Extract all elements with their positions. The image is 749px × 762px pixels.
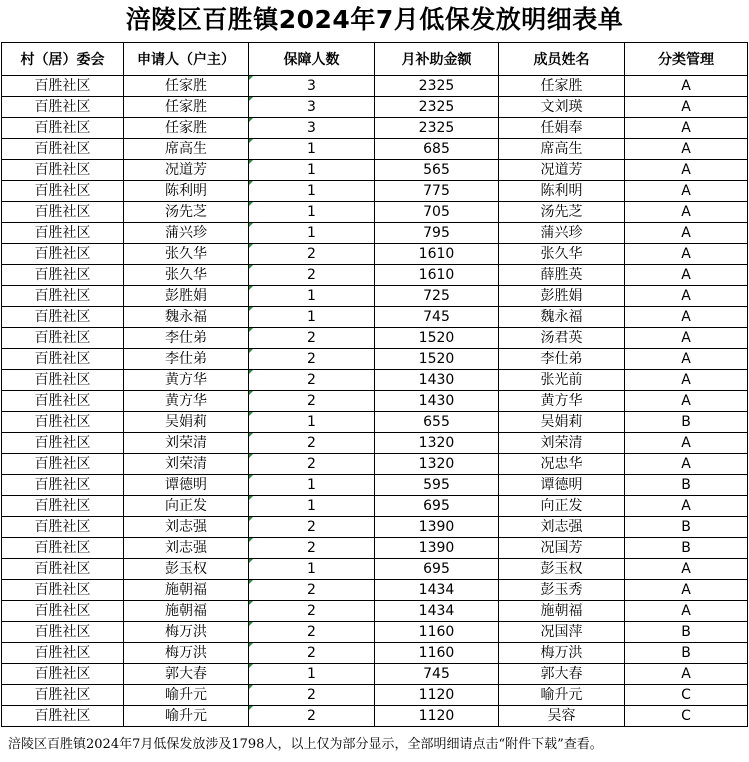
applicant-cell: 况道芳 xyxy=(124,160,249,181)
applicant-cell: 李仕弟 xyxy=(124,328,249,349)
amount-cell: 1520 xyxy=(375,349,499,370)
applicant-cell: 蒲兴珍 xyxy=(124,223,249,244)
persons-cell: 2 xyxy=(249,391,375,412)
category-cell: A xyxy=(625,118,748,139)
category-cell: B xyxy=(625,643,748,664)
persons-cell: 2 xyxy=(249,685,375,706)
table-row xyxy=(2,370,748,391)
amount-cell: 695 xyxy=(375,559,499,580)
committee-cell: 百胜社区 xyxy=(2,349,124,370)
member-name-cell: 郭大春 xyxy=(499,664,625,685)
table-row xyxy=(2,181,748,202)
amount-cell: 1160 xyxy=(375,643,499,664)
applicant-cell: 郭大春 xyxy=(124,664,249,685)
amount-cell: 1610 xyxy=(375,244,499,265)
amount-cell: 595 xyxy=(375,475,499,496)
amount-cell: 2325 xyxy=(375,118,499,139)
footnote: 涪陵区百胜镇2024年7月低保发放涉及1798人，以上仅为部分显示，全部明细请点击“附件下载”查看。 xyxy=(8,737,603,752)
persons-cell: 2 xyxy=(249,538,375,559)
table-row xyxy=(2,496,748,517)
column-header-member-name: 成员姓名 xyxy=(499,43,625,76)
member-name-cell: 梅万洪 xyxy=(499,643,625,664)
category-cell: A xyxy=(625,181,748,202)
category-cell: A xyxy=(625,454,748,475)
table-row xyxy=(2,559,748,580)
member-name-cell: 黄方华 xyxy=(499,391,625,412)
amount-cell: 1430 xyxy=(375,370,499,391)
amount-cell: 1434 xyxy=(375,601,499,622)
amount-cell: 1120 xyxy=(375,685,499,706)
committee-cell: 百胜社区 xyxy=(2,454,124,475)
persons-cell: 2 xyxy=(249,601,375,622)
table-row xyxy=(2,97,748,118)
amount-cell: 1390 xyxy=(375,538,499,559)
applicant-cell: 梅万洪 xyxy=(124,622,249,643)
amount-cell: 1320 xyxy=(375,454,499,475)
table-row xyxy=(2,580,748,601)
applicant-cell: 任家胜 xyxy=(124,118,249,139)
persons-cell: 1 xyxy=(249,559,375,580)
column-header-monthly-amount: 月补助金额 xyxy=(375,43,499,76)
persons-cell: 2 xyxy=(249,349,375,370)
persons-cell: 2 xyxy=(249,622,375,643)
applicant-cell: 刘志强 xyxy=(124,517,249,538)
applicant-cell: 李仕弟 xyxy=(124,349,249,370)
category-cell: A xyxy=(625,559,748,580)
member-name-cell: 汤先芝 xyxy=(499,202,625,223)
applicant-cell: 彭玉权 xyxy=(124,559,249,580)
category-cell: A xyxy=(625,433,748,454)
amount-cell: 655 xyxy=(375,412,499,433)
category-cell: A xyxy=(625,139,748,160)
table-row xyxy=(2,538,748,559)
applicant-cell: 席高生 xyxy=(124,139,249,160)
committee-cell: 百胜社区 xyxy=(2,475,124,496)
member-name-cell: 喻升元 xyxy=(499,685,625,706)
persons-cell: 2 xyxy=(249,706,375,727)
member-name-cell: 彭玉秀 xyxy=(499,580,625,601)
committee-cell: 百胜社区 xyxy=(2,118,124,139)
persons-cell: 1 xyxy=(249,307,375,328)
table-row xyxy=(2,118,748,139)
category-cell: A xyxy=(625,370,748,391)
table-row xyxy=(2,265,748,286)
amount-cell: 1120 xyxy=(375,706,499,727)
persons-cell: 1 xyxy=(249,139,375,160)
applicant-cell: 喻升元 xyxy=(124,706,249,727)
member-name-cell: 彭胜娟 xyxy=(499,286,625,307)
member-name-cell: 陈利明 xyxy=(499,181,625,202)
persons-cell: 2 xyxy=(249,454,375,475)
category-cell: A xyxy=(625,244,748,265)
applicant-cell: 谭德明 xyxy=(124,475,249,496)
table-row xyxy=(2,328,748,349)
table-row xyxy=(2,160,748,181)
column-header-category: 分类管理 xyxy=(625,43,748,76)
persons-cell: 3 xyxy=(249,118,375,139)
persons-cell: 2 xyxy=(249,580,375,601)
applicant-cell: 陈利明 xyxy=(124,181,249,202)
table-header-row xyxy=(2,43,748,76)
column-header-committee: 村（居）委会 xyxy=(2,43,124,76)
persons-cell: 1 xyxy=(249,160,375,181)
amount-cell: 745 xyxy=(375,664,499,685)
amount-cell: 775 xyxy=(375,181,499,202)
table-row xyxy=(2,349,748,370)
category-cell: B xyxy=(625,412,748,433)
member-name-cell: 薛胜英 xyxy=(499,265,625,286)
category-cell: B xyxy=(625,622,748,643)
category-cell: A xyxy=(625,202,748,223)
table-row xyxy=(2,454,748,475)
table-row xyxy=(2,307,748,328)
table-row xyxy=(2,139,748,160)
applicant-cell: 刘荣清 xyxy=(124,433,249,454)
committee-cell: 百胜社区 xyxy=(2,538,124,559)
committee-cell: 百胜社区 xyxy=(2,244,124,265)
committee-cell: 百胜社区 xyxy=(2,706,124,727)
member-name-cell: 况忠华 xyxy=(499,454,625,475)
amount-cell: 2325 xyxy=(375,97,499,118)
committee-cell: 百胜社区 xyxy=(2,580,124,601)
amount-cell: 1434 xyxy=(375,580,499,601)
member-name-cell: 况国萍 xyxy=(499,622,625,643)
table-row xyxy=(2,643,748,664)
page-title: 涪陵区百胜镇2024年7月低保发放明细表单 xyxy=(125,5,624,34)
committee-cell: 百胜社区 xyxy=(2,97,124,118)
category-cell: A xyxy=(625,664,748,685)
committee-cell: 百胜社区 xyxy=(2,391,124,412)
member-name-cell: 席高生 xyxy=(499,139,625,160)
member-name-cell: 李仕弟 xyxy=(499,349,625,370)
table-row xyxy=(2,412,748,433)
category-cell: A xyxy=(625,160,748,181)
member-name-cell: 吴娟莉 xyxy=(499,412,625,433)
committee-cell: 百胜社区 xyxy=(2,139,124,160)
committee-cell: 百胜社区 xyxy=(2,160,124,181)
committee-cell: 百胜社区 xyxy=(2,223,124,244)
amount-cell: 565 xyxy=(375,160,499,181)
applicant-cell: 向正发 xyxy=(124,496,249,517)
category-cell: A xyxy=(625,97,748,118)
persons-cell: 2 xyxy=(249,244,375,265)
member-name-cell: 任家胜 xyxy=(499,76,625,97)
allowance-table xyxy=(1,42,748,727)
category-cell: A xyxy=(625,349,748,370)
amount-cell: 685 xyxy=(375,139,499,160)
category-cell: A xyxy=(625,265,748,286)
committee-cell: 百胜社区 xyxy=(2,517,124,538)
applicant-cell: 吴娟莉 xyxy=(124,412,249,433)
table-row xyxy=(2,223,748,244)
table-row xyxy=(2,202,748,223)
table-row xyxy=(2,601,748,622)
amount-cell: 2325 xyxy=(375,76,499,97)
applicant-cell: 张久华 xyxy=(124,265,249,286)
member-name-cell: 魏永福 xyxy=(499,307,625,328)
amount-cell: 725 xyxy=(375,286,499,307)
category-cell: A xyxy=(625,601,748,622)
amount-cell: 1610 xyxy=(375,265,499,286)
amount-cell: 695 xyxy=(375,496,499,517)
persons-cell: 1 xyxy=(249,202,375,223)
committee-cell: 百胜社区 xyxy=(2,664,124,685)
column-header-persons: 保障人数 xyxy=(249,43,375,76)
member-name-cell: 张光前 xyxy=(499,370,625,391)
column-header-applicant: 申请人（户主） xyxy=(124,43,249,76)
table-row xyxy=(2,622,748,643)
table-row xyxy=(2,433,748,454)
persons-cell: 2 xyxy=(249,370,375,391)
category-cell: A xyxy=(625,286,748,307)
persons-cell: 3 xyxy=(249,76,375,97)
category-cell: A xyxy=(625,76,748,97)
persons-cell: 1 xyxy=(249,181,375,202)
applicant-cell: 张久华 xyxy=(124,244,249,265)
committee-cell: 百胜社区 xyxy=(2,202,124,223)
amount-cell: 795 xyxy=(375,223,499,244)
amount-cell: 1160 xyxy=(375,622,499,643)
amount-cell: 705 xyxy=(375,202,499,223)
persons-cell: 1 xyxy=(249,412,375,433)
category-cell: B xyxy=(625,538,748,559)
applicant-cell: 喻升元 xyxy=(124,685,249,706)
applicant-cell: 任家胜 xyxy=(124,76,249,97)
member-name-cell: 文刘瑛 xyxy=(499,97,625,118)
persons-cell: 3 xyxy=(249,97,375,118)
amount-cell: 1430 xyxy=(375,391,499,412)
category-cell: A xyxy=(625,580,748,601)
persons-cell: 2 xyxy=(249,328,375,349)
table-row xyxy=(2,244,748,265)
member-name-cell: 任娟奉 xyxy=(499,118,625,139)
committee-cell: 百胜社区 xyxy=(2,76,124,97)
persons-cell: 1 xyxy=(249,496,375,517)
persons-cell: 1 xyxy=(249,664,375,685)
persons-cell: 2 xyxy=(249,265,375,286)
member-name-cell: 张久华 xyxy=(499,244,625,265)
committee-cell: 百胜社区 xyxy=(2,307,124,328)
applicant-cell: 施朝福 xyxy=(124,601,249,622)
table-row xyxy=(2,475,748,496)
persons-cell: 2 xyxy=(249,433,375,454)
table-row xyxy=(2,391,748,412)
member-name-cell: 蒲兴珍 xyxy=(499,223,625,244)
member-name-cell: 况道芳 xyxy=(499,160,625,181)
applicant-cell: 梅万洪 xyxy=(124,643,249,664)
member-name-cell: 吴容 xyxy=(499,706,625,727)
table-row xyxy=(2,664,748,685)
category-cell: B xyxy=(625,517,748,538)
table-body xyxy=(2,76,748,727)
member-name-cell: 施朝福 xyxy=(499,601,625,622)
committee-cell: 百胜社区 xyxy=(2,433,124,454)
table-row xyxy=(2,706,748,727)
category-cell: B xyxy=(625,475,748,496)
member-name-cell: 汤君英 xyxy=(499,328,625,349)
applicant-cell: 彭胜娟 xyxy=(124,286,249,307)
category-cell: A xyxy=(625,391,748,412)
category-cell: A xyxy=(625,328,748,349)
table-row xyxy=(2,76,748,97)
committee-cell: 百胜社区 xyxy=(2,559,124,580)
applicant-cell: 刘志强 xyxy=(124,538,249,559)
committee-cell: 百胜社区 xyxy=(2,496,124,517)
applicant-cell: 刘荣清 xyxy=(124,454,249,475)
persons-cell: 1 xyxy=(249,286,375,307)
committee-cell: 百胜社区 xyxy=(2,370,124,391)
applicant-cell: 施朝福 xyxy=(124,580,249,601)
persons-cell: 1 xyxy=(249,223,375,244)
category-cell: C xyxy=(625,706,748,727)
committee-cell: 百胜社区 xyxy=(2,685,124,706)
table-row xyxy=(2,685,748,706)
committee-cell: 百胜社区 xyxy=(2,412,124,433)
table-row xyxy=(2,286,748,307)
committee-cell: 百胜社区 xyxy=(2,601,124,622)
category-cell: A xyxy=(625,223,748,244)
amount-cell: 1520 xyxy=(375,328,499,349)
applicant-cell: 黄方华 xyxy=(124,391,249,412)
member-name-cell: 刘志强 xyxy=(499,517,625,538)
amount-cell: 745 xyxy=(375,307,499,328)
member-name-cell: 况国芳 xyxy=(499,538,625,559)
committee-cell: 百胜社区 xyxy=(2,328,124,349)
member-name-cell: 刘荣清 xyxy=(499,433,625,454)
category-cell: C xyxy=(625,685,748,706)
amount-cell: 1320 xyxy=(375,433,499,454)
amount-cell: 1390 xyxy=(375,517,499,538)
committee-cell: 百胜社区 xyxy=(2,622,124,643)
committee-cell: 百胜社区 xyxy=(2,643,124,664)
applicant-cell: 汤先芝 xyxy=(124,202,249,223)
member-name-cell: 彭玉权 xyxy=(499,559,625,580)
member-name-cell: 向正发 xyxy=(499,496,625,517)
applicant-cell: 魏永福 xyxy=(124,307,249,328)
category-cell: A xyxy=(625,307,748,328)
persons-cell: 2 xyxy=(249,643,375,664)
applicant-cell: 任家胜 xyxy=(124,97,249,118)
committee-cell: 百胜社区 xyxy=(2,286,124,307)
persons-cell: 2 xyxy=(249,517,375,538)
table-row xyxy=(2,517,748,538)
persons-cell: 1 xyxy=(249,475,375,496)
committee-cell: 百胜社区 xyxy=(2,181,124,202)
member-name-cell: 谭德明 xyxy=(499,475,625,496)
committee-cell: 百胜社区 xyxy=(2,265,124,286)
category-cell: A xyxy=(625,496,748,517)
applicant-cell: 黄方华 xyxy=(124,370,249,391)
